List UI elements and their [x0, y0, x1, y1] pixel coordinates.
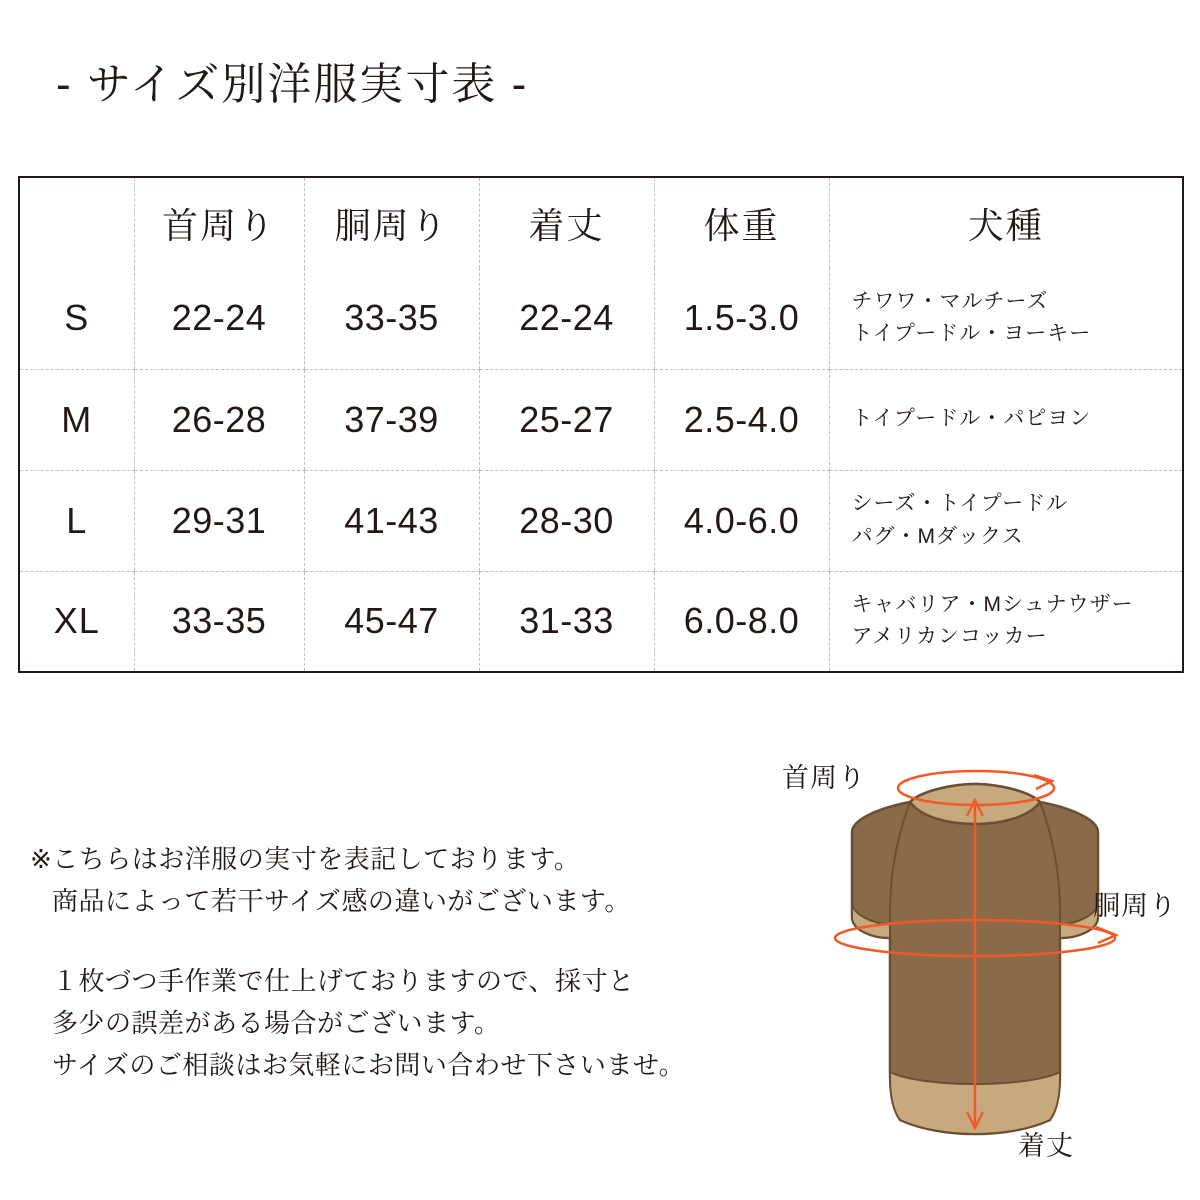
cell-neck: 29-31	[134, 470, 304, 571]
cell-chest: 37-39	[304, 369, 479, 470]
page-title: - サイズ別洋服実寸表 -	[56, 60, 529, 109]
breed-line: シーズ・トイプードル	[851, 491, 1069, 515]
table-row	[19, 470, 1183, 571]
cell-length: 22-24	[479, 268, 654, 369]
cell-weight: 4.0-6.0	[654, 470, 829, 571]
table-row	[19, 268, 1183, 369]
breed-line: チワワ・マルチーズ	[851, 289, 1049, 313]
cell-length: 25-27	[479, 369, 654, 470]
table-row	[19, 369, 1183, 470]
cell-chest: 45-47	[304, 571, 479, 672]
note-paragraph-2	[30, 960, 770, 1086]
cell-size: XL	[53, 600, 100, 642]
cell-breed	[829, 470, 1183, 571]
column-header-chest: 胴周り	[304, 177, 479, 268]
breed-line: トイプードル・ヨーキー	[851, 322, 1092, 346]
cell-neck: 33-35	[134, 571, 304, 672]
column-header-size	[19, 177, 134, 268]
diagram-label-chest: 胴周り	[1093, 891, 1177, 921]
note-paragraph-1	[30, 838, 770, 922]
cell-size: L	[19, 470, 134, 571]
breed-line: キャバリア・Mシュナウザー	[851, 592, 1134, 616]
garment-illustration	[760, 742, 1190, 1182]
breed-line: アメリカンコッカー	[851, 625, 1048, 649]
breed-line: トイプードル・パピヨン	[851, 407, 1092, 431]
column-header-neck: 首周り	[134, 177, 304, 268]
cell-weight: 2.5-4.0	[654, 369, 829, 470]
breed-line: パグ・Mダックス	[851, 524, 1024, 548]
cell-length: 28-30	[479, 470, 654, 571]
cell-chest: 33-35	[304, 268, 479, 369]
note-line: サイズのご相談はお気軽にお問い合わせ下さいませ。	[52, 1050, 686, 1081]
cell-weight: 6.0-8.0	[654, 571, 829, 672]
cell-breed	[829, 369, 1183, 470]
cell-breed	[829, 571, 1183, 672]
size-chart-table	[18, 176, 1184, 673]
cell-size: S	[19, 268, 134, 369]
diagram-label-length: 着丈	[1018, 1131, 1074, 1161]
notes-block	[30, 838, 770, 1087]
column-header-breed: 犬種	[829, 177, 1183, 268]
note-line: 商品によって若干サイズ感の違いがございます。	[52, 886, 631, 917]
note-line: １枚づつ手作業で仕上げておりますので、採寸と	[52, 966, 635, 997]
column-header-weight: 体重	[654, 177, 829, 268]
table-header-row	[19, 177, 1183, 268]
note-line: ※こちらはお洋服の実寸を表記しております。	[30, 844, 581, 874]
cell-neck: 22-24	[134, 268, 304, 369]
diagram-label-neck: 首周り	[782, 763, 866, 793]
cell-weight: 1.5-3.0	[654, 268, 829, 369]
cell-size: M	[19, 369, 134, 470]
note-line: 多少の誤差がある場合がございます。	[52, 1008, 501, 1039]
neck-measure-arrow	[1034, 775, 1052, 789]
column-header-length: 着丈	[479, 177, 654, 268]
table-row	[19, 571, 1183, 672]
cell-breed	[829, 268, 1183, 369]
cell-chest: 41-43	[304, 470, 479, 571]
cell-neck: 26-28	[134, 369, 304, 470]
cell-length: 31-33	[479, 571, 654, 672]
garment-measurement-diagram	[760, 742, 1190, 1182]
